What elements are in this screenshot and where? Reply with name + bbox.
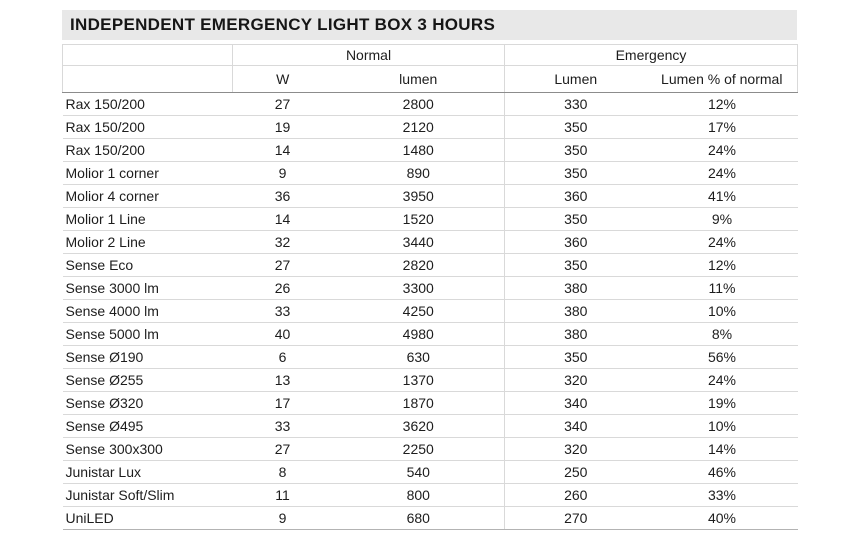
em-lumen-cell: 260 — [505, 484, 647, 507]
product-cell: Junistar Soft/Slim — [63, 484, 233, 507]
em-pct-cell: 11% — [647, 277, 798, 300]
em-pct-cell: 24% — [647, 162, 798, 185]
product-cell: Sense Ø320 — [63, 392, 233, 415]
em-lumen-cell: 380 — [505, 277, 647, 300]
em-pct-cell: 41% — [647, 185, 798, 208]
table-row — [63, 369, 798, 392]
em-lumen-cell: 360 — [505, 231, 647, 254]
table-row — [63, 484, 798, 507]
lumen-cell: 2120 — [333, 116, 505, 139]
table-row — [63, 323, 798, 346]
em-pct-cell: 56% — [647, 346, 798, 369]
lumen-cell: 890 — [333, 162, 505, 185]
lumen-cell: 3950 — [333, 185, 505, 208]
product-cell: Sense 3000 lm — [63, 277, 233, 300]
em-lumen-cell: 350 — [505, 208, 647, 231]
em-lumen-cell: 340 — [505, 392, 647, 415]
em-lumen-cell: 350 — [505, 254, 647, 277]
lumen-cell: 3440 — [333, 231, 505, 254]
em-lumen-cell: 380 — [505, 300, 647, 323]
table-body — [63, 93, 798, 530]
em-pct-cell: 40% — [647, 507, 798, 530]
emergency-light-table-wrap — [62, 10, 797, 530]
w-cell: 13 — [233, 369, 333, 392]
table-row — [63, 254, 798, 277]
table-title-bar — [62, 10, 797, 40]
group-header-emergency: Emergency — [505, 45, 798, 66]
product-cell: Molior 2 Line — [63, 231, 233, 254]
em-lumen-cell: 330 — [505, 93, 647, 116]
lumen-cell: 2820 — [333, 254, 505, 277]
emergency-light-table — [62, 44, 798, 530]
em-pct-cell: 17% — [647, 116, 798, 139]
product-cell: Sense 5000 lm — [63, 323, 233, 346]
w-cell: 17 — [233, 392, 333, 415]
em-pct-cell: 24% — [647, 231, 798, 254]
w-cell: 9 — [233, 162, 333, 185]
lumen-cell: 540 — [333, 461, 505, 484]
em-lumen-cell: 320 — [505, 438, 647, 461]
w-cell: 19 — [233, 116, 333, 139]
w-cell: 27 — [233, 254, 333, 277]
table-row — [63, 231, 798, 254]
col-header-w: W — [233, 66, 333, 93]
em-lumen-cell: 320 — [505, 369, 647, 392]
w-cell: 6 — [233, 346, 333, 369]
w-cell: 14 — [233, 208, 333, 231]
w-cell: 33 — [233, 300, 333, 323]
table-row — [63, 139, 798, 162]
group-header-row — [63, 45, 798, 66]
table-row — [63, 415, 798, 438]
lumen-cell: 800 — [333, 484, 505, 507]
w-cell: 14 — [233, 139, 333, 162]
group-header-product — [63, 45, 233, 66]
table-row — [63, 185, 798, 208]
em-lumen-cell: 350 — [505, 116, 647, 139]
table-row — [63, 438, 798, 461]
em-lumen-cell: 340 — [505, 415, 647, 438]
lumen-cell: 3620 — [333, 415, 505, 438]
em-pct-cell: 12% — [647, 254, 798, 277]
lumen-cell: 1370 — [333, 369, 505, 392]
em-pct-cell: 24% — [647, 139, 798, 162]
w-cell: 27 — [233, 438, 333, 461]
product-cell: Junistar Lux — [63, 461, 233, 484]
product-cell: Sense 4000 lm — [63, 300, 233, 323]
table-row — [63, 208, 798, 231]
lumen-cell: 630 — [333, 346, 505, 369]
em-lumen-cell: 350 — [505, 139, 647, 162]
lumen-cell: 1520 — [333, 208, 505, 231]
product-cell: Rax 150/200 — [63, 93, 233, 116]
product-cell: Rax 150/200 — [63, 116, 233, 139]
col-header-em-pct: Lumen % of normal — [647, 66, 798, 93]
em-pct-cell: 10% — [647, 300, 798, 323]
em-lumen-cell: 270 — [505, 507, 647, 530]
em-pct-cell: 14% — [647, 438, 798, 461]
w-cell: 9 — [233, 507, 333, 530]
w-cell: 32 — [233, 231, 333, 254]
product-cell: Rax 150/200 — [63, 139, 233, 162]
em-lumen-cell: 350 — [505, 346, 647, 369]
em-lumen-cell: 350 — [505, 162, 647, 185]
lumen-cell: 1480 — [333, 139, 505, 162]
w-cell: 26 — [233, 277, 333, 300]
column-header-row — [63, 66, 798, 93]
product-cell: Sense 300x300 — [63, 438, 233, 461]
lumen-cell: 2800 — [333, 93, 505, 116]
em-pct-cell: 10% — [647, 415, 798, 438]
table-row — [63, 300, 798, 323]
table-row — [63, 277, 798, 300]
table-row — [63, 162, 798, 185]
em-pct-cell: 46% — [647, 461, 798, 484]
em-pct-cell: 33% — [647, 484, 798, 507]
em-lumen-cell: 380 — [505, 323, 647, 346]
product-cell: Molior 1 Line — [63, 208, 233, 231]
lumen-cell: 680 — [333, 507, 505, 530]
product-cell: Molior 4 corner — [63, 185, 233, 208]
em-pct-cell: 24% — [647, 369, 798, 392]
lumen-cell: 2250 — [333, 438, 505, 461]
em-lumen-cell: 250 — [505, 461, 647, 484]
table-title: INDEPENDENT EMERGENCY LIGHT BOX 3 HOURS — [70, 15, 496, 34]
w-cell: 40 — [233, 323, 333, 346]
w-cell: 27 — [233, 93, 333, 116]
lumen-cell: 4250 — [333, 300, 505, 323]
lumen-cell: 1870 — [333, 392, 505, 415]
product-cell: Sense Ø495 — [63, 415, 233, 438]
em-lumen-cell: 360 — [505, 185, 647, 208]
table-row — [63, 346, 798, 369]
product-cell: UniLED — [63, 507, 233, 530]
product-cell: Sense Eco — [63, 254, 233, 277]
table-row — [63, 93, 798, 116]
table-header — [63, 45, 798, 93]
lumen-cell: 3300 — [333, 277, 505, 300]
em-pct-cell: 9% — [647, 208, 798, 231]
table-row — [63, 116, 798, 139]
w-cell: 8 — [233, 461, 333, 484]
em-pct-cell: 19% — [647, 392, 798, 415]
lumen-cell: 4980 — [333, 323, 505, 346]
table-row — [63, 392, 798, 415]
w-cell: 11 — [233, 484, 333, 507]
product-cell: Molior 1 corner — [63, 162, 233, 185]
product-cell: Sense Ø255 — [63, 369, 233, 392]
em-pct-cell: 12% — [647, 93, 798, 116]
group-header-normal: Normal — [233, 45, 505, 66]
product-cell: Sense Ø190 — [63, 346, 233, 369]
col-header-lumen: lumen — [333, 66, 505, 93]
w-cell: 33 — [233, 415, 333, 438]
em-pct-cell: 8% — [647, 323, 798, 346]
table-row — [63, 507, 798, 530]
w-cell: 36 — [233, 185, 333, 208]
table-row — [63, 461, 798, 484]
col-header-product — [63, 66, 233, 93]
col-header-em-lumen: Lumen — [505, 66, 647, 93]
